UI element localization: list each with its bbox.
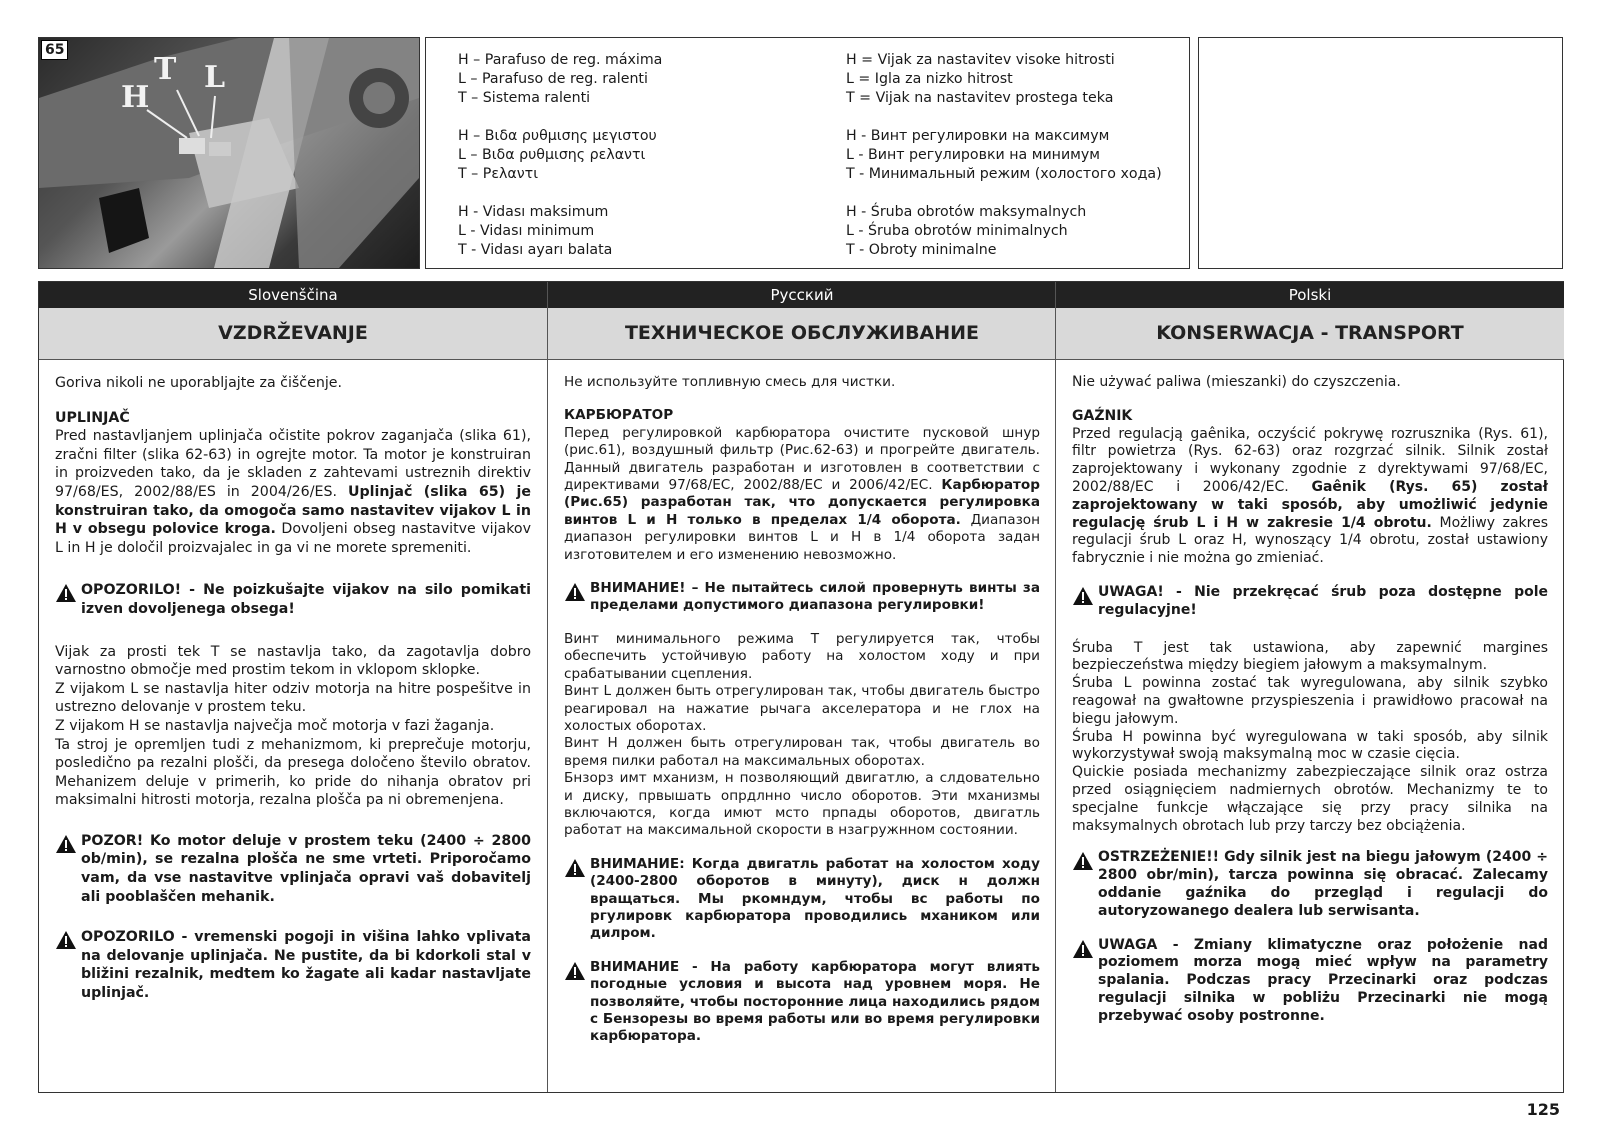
legend-line: T - Obroty minimalne bbox=[846, 242, 997, 258]
paragraph: Quickie posiada mechanizmy zabezpieczające silnik oraz ostrza przed osiągnięciem nadmiernych obrotów. Mechanizmy te to specjalne funkcje włączające się przy pracy silnika na maksymalnych obrotach lub przy tarczy bez obciążenia. bbox=[1072, 764, 1548, 834]
paragraph: Śruba T jest tak ustawiona, aby zapewnić margines bezpieczeństwa między biegiem jałowym a maksymalnym. bbox=[1072, 639, 1548, 674]
legend-line: H – Parafuso de reg. máxima bbox=[458, 52, 663, 68]
empty-legend-box bbox=[1198, 37, 1563, 269]
warning-block: POZOR! Ko motor deluje v prostem teku (2400 ÷ 2800 ob/min), se rezalna plošča ne sme vrteti. Priporočamo vam, da vse nastavitve vplinjača opravi vaš dobavitelj ali pooblaščen mehanik. bbox=[55, 832, 531, 906]
warning-icon bbox=[564, 580, 590, 615]
figure-65-photo bbox=[38, 37, 420, 269]
warning-icon bbox=[1072, 937, 1098, 1026]
page-number: 125 bbox=[1526, 1100, 1560, 1119]
section-title: VZDRŽEVANJE bbox=[39, 308, 547, 360]
carburetor-illustration bbox=[39, 38, 419, 268]
warning-icon bbox=[1072, 584, 1098, 620]
subheading: UPLINJAČ bbox=[55, 409, 130, 426]
figure-number: 65 bbox=[41, 40, 68, 60]
language-header: Русский bbox=[548, 282, 1056, 308]
language-header: Polski bbox=[1056, 282, 1564, 308]
legend-group-slovenian bbox=[846, 51, 1162, 108]
paragraph: Ta stroj je opremljen tudi z mehanizmom, ki preprečuje motorju, posledično pa rezalni plošči, da presega določeno število obratov. Mehanizem deluje v primerih, ko pride do nihanja obratov pri maksimalni hitrosti motorja, rezalna plošča pa ni obremenjena. bbox=[55, 736, 531, 809]
paragraph: Śruba H powinna być wyregulowana w taki sposób, aby silnik wykorzystywał swoją maksymalną moc w czasie cięcia. bbox=[1072, 728, 1548, 763]
legend-line: L – Parafuso de reg. ralenti bbox=[458, 71, 648, 87]
column-body bbox=[548, 360, 1056, 1046]
section-title: ТЕХНИЧЕСКОЕ ОБСЛУЖИВАНИЕ bbox=[548, 308, 1056, 360]
warning-block: UWAGA! - Nie przekręcać śrub poza dostępne pole regulacyjne! bbox=[1072, 584, 1548, 620]
column-body bbox=[1056, 360, 1564, 1026]
warning-block: OPOZORILO - vremenski pogoji in višina lahko vplivata na delovanje uplinjača. Ne pustite, da bi kdorkoli stal v bližini rezalnik, medtem ko žagate ali kadar nastavljate uplinjač. bbox=[55, 928, 531, 1002]
legend-line: L - Винт регулировки на минимум bbox=[846, 147, 1100, 163]
subheading: КАРБЮРАТОР bbox=[564, 407, 674, 424]
legend-line: H - Śruba obrotów maksymalnych bbox=[846, 204, 1087, 220]
maintenance-section bbox=[38, 281, 1564, 1093]
label-h: H bbox=[121, 80, 150, 115]
warning-icon bbox=[55, 832, 81, 906]
legend-line: T = Vijak na nastavitev prostega teka bbox=[846, 90, 1114, 106]
paragraph: Перед регулировкой карбюратора очистите пусковой шнур (рис.61), воздушный фильтр (Рис.62-63) и прогрейте двигатель. Данный двигатель разработан и изготовлен в соответствии с директивами 97/68/ЕС, 2002/88/ЕС и 2006/42/ЕС. Карбюратор (Рис.65) разработан так, что допускается регулировка винтов L и H только в пределах 1/4 оборота. Диапазон диапазон регулировки винтов L и H в 1/4 оборота задан изготовителем и его изменению невозможно. bbox=[564, 424, 1040, 563]
legend-group-portuguese bbox=[458, 51, 662, 108]
paragraph: Не используйте топливную смесь для чистки. bbox=[564, 374, 896, 390]
warning-block: ВНИМАНИЕ - На работу карбюратора могут влиять погодные условия и высота над уровнем моря. Не позволяйте, чтобы посторонние лица находились рядом с Бензорезы во время работы или во время регулировки карбюратора. bbox=[564, 959, 1040, 1046]
legend-line: T - Минимальный режим (холостого хода) bbox=[846, 166, 1162, 182]
paragraph: Бнзорз имт мханизм, н позволяющий двигатлю, а слдовательно и диску, првышать опрдлнно число оборотов. Эти мханизмы включаются, когда имют мсто прпады оборотов, двигатль работат на максимальной скорости в нзагружнном состоянии. bbox=[564, 770, 1040, 839]
legend-line: T – Sistema ralenti bbox=[458, 90, 591, 106]
legend-group-turkish bbox=[458, 203, 662, 260]
warning-block: ВНИМАНИЕ: Когда двигатль работат на холостом ходу (2400-2800 оборотов в минуту), диск н должн вращаться. Мы ркомндум, чтобы вс работы по ргулировк карбюратора проводились мхаником или дилром. bbox=[564, 856, 1040, 943]
paragraph: Винт L должен быть отрегулирован так, чтобы двигатель быстро реагировал на нажатие рычага акселератора и не глох на холостых оборотах. bbox=[564, 683, 1040, 734]
language-header: Slovenščina bbox=[39, 282, 547, 308]
legend-column-2 bbox=[846, 51, 1162, 279]
legend-line: L - Śruba obrotów minimalnych bbox=[846, 223, 1068, 239]
warning-icon bbox=[55, 928, 81, 1002]
column-polish bbox=[1055, 282, 1564, 1092]
label-l: L bbox=[204, 60, 226, 95]
legend-line: H - Vidası maksimum bbox=[458, 204, 609, 220]
paragraph: Przed regulacją gaênika, oczyścić pokrywę rozrusznika (Rys. 61), filtr powietrza (Rys. 62-63) oraz rozgrzać silnik. Silnik został zaprojektowany i wykonany zgodnie z dyrektywami 97/68/EC, 2002/88/EC i 2006/42/EC. Gaênik (Rys. 65) został zaprojektowany w taki sposób, aby umożliwić jedynie regulację śrub L i H w zakresie 1/4 obrotu. Możliwy zakres regulacji śrub L oraz H, wynoszący 1/4 obrotu, został ustawiony fabrycznie i nie można go zmieniać. bbox=[1072, 425, 1549, 567]
legend-line: L - Vidası minimum bbox=[458, 223, 595, 239]
warning-block: ВНИМАНИЕ! – Не пытайтесь силой провернуть винты за пределами допустимого диапазона регулировки! bbox=[564, 580, 1040, 615]
warning-block: OPOZORILO! - Ne poizkušajte vijakov na silo pomikati izven dovoljenega obsega! bbox=[55, 581, 531, 618]
legend-line: T - Vidası ayarı balata bbox=[458, 242, 613, 258]
paragraph: Goriva nikoli ne uporabljajte za čiščenje. bbox=[55, 375, 343, 391]
warning-block: OSTRZEŻENIE!! Gdy silnik jest na biegu jałowym (2400 ÷ 2800 obr/min), tarcza powinna się obracać. Zalecamy oddanie gaźnika do przegląd i regulacji do autoryzowanego dealera lub serwisanta. bbox=[1072, 849, 1548, 920]
paragraph: Pred nastavljanjem uplinjača očistite pokrov zaganjača (slika 61), zračni filter (slika 62-63) in ogrejte motor. Ta motor je konstruiran in proizveden tako, da je skladen z zahtevami ustreznih direktiv 97/68/ES, 2002/88/ES in 2004/26/ES. Uplinjač (slika 65) je konstruiran tako, da omogoča samo nastavitev vijakov L in H v obsegu polovice kroga. Dovoljeni obseg nastavitve vijakov L in H je določil proizvajalec in ga vi ne morete spremeniti. bbox=[55, 428, 532, 556]
paragraph: Z vijakom L se nastavlja hiter odziv motorja na hitre pospešitve in ustrezno delovanje v prostem teku. bbox=[55, 680, 531, 716]
legend-line: L = Igla za nizko hitrost bbox=[846, 71, 1013, 87]
legend-box bbox=[425, 37, 1190, 269]
paragraph: Nie używać paliwa (mieszanki) do czyszczenia. bbox=[1072, 374, 1401, 390]
legend-line: H = Vijak za nastavitev visoke hitrosti bbox=[846, 52, 1115, 68]
paragraph: Vijak za prosti tek T se nastavlja tako, da zagotavlja dobro varnostno območje med prostim tekom in vklopom sklopke. bbox=[55, 643, 531, 679]
legend-group-polish bbox=[846, 203, 1162, 260]
legend-line: L – Βιδα ρυθμισης ρελαντι bbox=[458, 147, 646, 163]
legend-line: H – Βιδα ρυθμισης μεγιστου bbox=[458, 128, 657, 144]
warning-icon bbox=[1072, 849, 1098, 920]
section-title: KONSERWACJA - TRANSPORT bbox=[1056, 308, 1564, 360]
paragraph: Śruba L powinna zostać tak wyregulowana, aby silnik szybko reagował na gwałtowne przyspieszenia i prawidłowo pracował na biegu jałowym. bbox=[1072, 675, 1548, 727]
legend-group-russian bbox=[846, 127, 1162, 184]
warning-icon bbox=[55, 581, 81, 618]
paragraph: Винт H должен быть отрегулирован так, чтобы двигатель во время пилки работал на максимальных оборотах. bbox=[564, 735, 1040, 769]
paragraph: Z vijakom H se nastavlja največja moč motorja v fazi žaganja. bbox=[55, 717, 495, 734]
legend-line: H - Винт регулировки на максимум bbox=[846, 128, 1110, 144]
warning-icon bbox=[564, 856, 590, 943]
column-body bbox=[39, 360, 547, 1003]
paragraph: Винт минимального режима T регулируется так, чтобы обеспечить устойчивую работу на холостом ходу и при срабатывании сцепления. bbox=[564, 630, 1040, 682]
warning-icon bbox=[564, 959, 590, 1046]
column-slovenian bbox=[39, 282, 547, 1092]
warning-block: UWAGA - Zmiany klimatyczne oraz położenie nad poziomem morza mogą mieć wpływ na parametry spalania. Podczas pracy Przecinarki oraz podczas regulacji silnika w pobliżu Przecinarki nie mogą przebywać osoby postronne. bbox=[1072, 937, 1548, 1026]
legend-line: T – Ρελαντι bbox=[458, 166, 539, 182]
legend-column-1 bbox=[458, 51, 662, 279]
label-t: T bbox=[154, 52, 177, 87]
legend-group-greek bbox=[458, 127, 662, 184]
column-russian bbox=[547, 282, 1056, 1092]
subheading: GAŹNIK bbox=[1072, 407, 1133, 424]
